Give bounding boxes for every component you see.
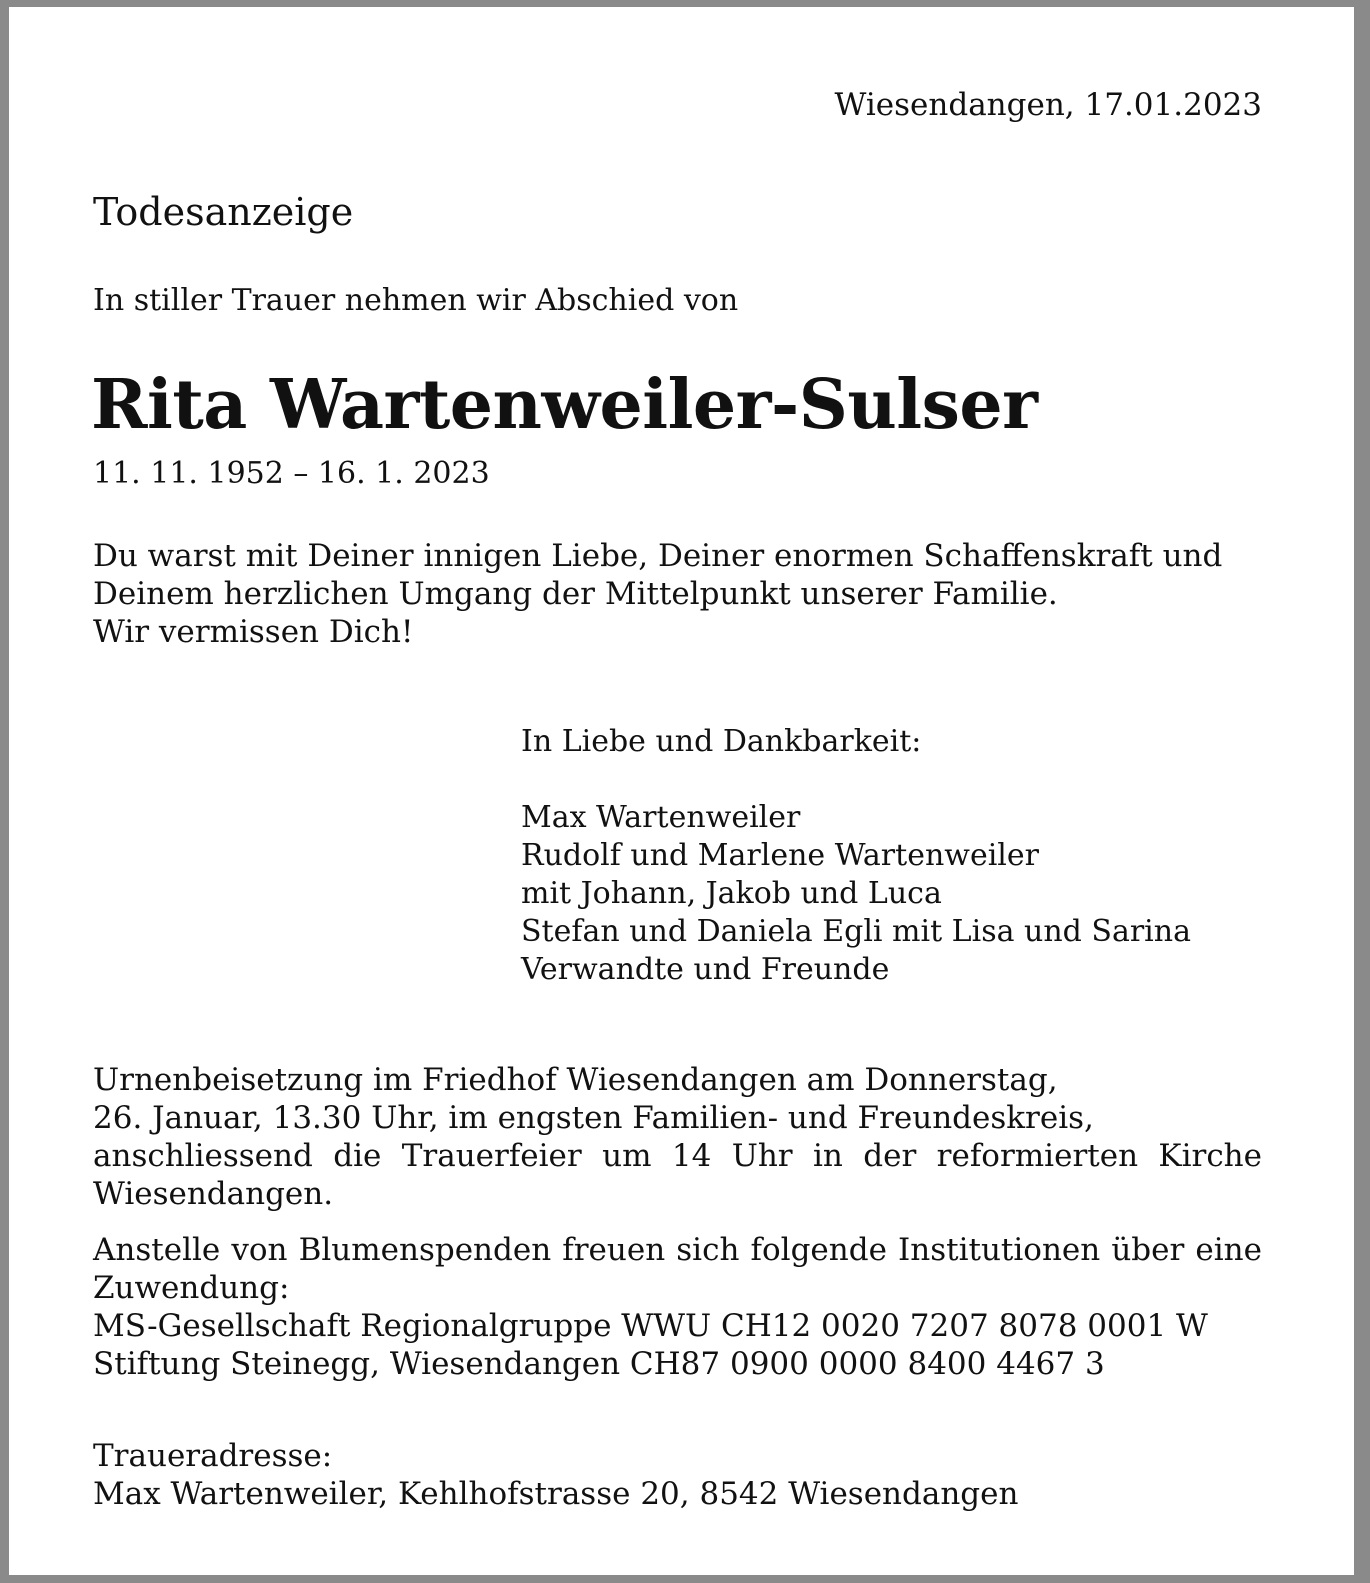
intro-text: In stiller Trauer nehmen wir Abschied von [93,283,739,318]
tribute-line: Wir vermissen Dich! [93,614,414,650]
ceremony-line: Urnenbeisetzung im Friedhof Wiesendangen am Donnerstag, [93,1062,1058,1098]
tribute-line: Du warst mit Deiner innigen Liebe, Deiner enormen Schaffenskraft und [93,538,1223,574]
deceased-name: Rita Wartenweiler-Sulser [91,365,1038,445]
mourning-address [93,1437,1262,1513]
institution-entry: Stiftung Steinegg, Wiesendangen CH87 0900 0000 8400 4467 3 [93,1346,1105,1382]
document-title: Todesanzeige [93,190,354,234]
life-dates: 11. 11. 1952 – 16. 1. 2023 [93,456,490,491]
ceremony-line: anschliessend die Trauerfeier um 14 Uhr in der reformierten Kirche Wiesendangen. [93,1138,1262,1212]
ceremony-line: 26. Januar, 13.30 Uhr, im engsten Familien- und Freundeskreis, [93,1100,1094,1136]
donations-text: Anstelle von Blumenspenden freuen sich folgende Institutionen über eine Zuwendung: [93,1232,1262,1306]
institution-entry: MS-Gesellschaft Regionalgruppe WWU CH12 0020 7207 8078 0001 W [93,1308,1208,1344]
place-date: Wiesendangen, 17.01.2023 [834,87,1262,123]
address-value: Max Wartenweiler, Kehlhofstrasse 20, 8542 Wiesendangen [93,1476,1019,1512]
mourner-name: mit Johann, Jakob und Luca [521,876,942,911]
mourner-name: Rudolf und Marlene Wartenweiler [521,838,1039,873]
tribute-text [93,537,1222,651]
ceremony-info [93,1061,1262,1213]
donations-info [93,1231,1262,1383]
mourners-block [521,723,1191,989]
obituary-page [9,7,1354,1575]
address-label: Traueradresse: [93,1438,333,1474]
mourner-name: Max Wartenweiler [521,800,801,835]
tribute-line: Deinem herzlichen Umgang der Mittelpunkt unserer Familie. [93,576,1058,612]
mourners-header: In Liebe und Dankbarkeit: [521,724,922,759]
mourner-name: Stefan und Daniela Egli mit Lisa und Sarina [521,914,1191,949]
mourner-name: Verwandte und Freunde [521,952,890,987]
